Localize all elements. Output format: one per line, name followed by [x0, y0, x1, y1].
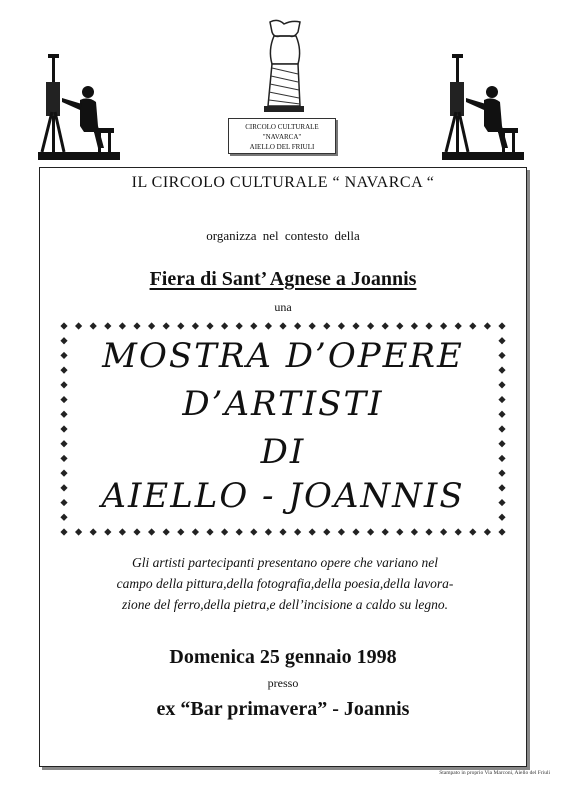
border-diamond — [469, 528, 476, 535]
mostra-line-1: MOSTRA D’OPERE — [102, 336, 464, 376]
border-diamond — [265, 322, 272, 329]
border-diamond — [411, 528, 418, 535]
border-diamond — [425, 322, 432, 329]
border-diamond — [352, 322, 359, 329]
border-diamond — [382, 528, 389, 535]
club-label-line3: AIELLO DEL FRIULI — [249, 143, 315, 151]
painter-at-easel-icon — [36, 52, 122, 162]
border-diamond — [367, 528, 374, 535]
border-diamond — [309, 322, 316, 329]
border-diamond — [192, 528, 199, 535]
border-diamond — [206, 322, 213, 329]
border-diamond — [279, 528, 286, 535]
border-diamond — [382, 322, 389, 329]
border-diamond — [367, 322, 374, 329]
border-diamond — [338, 322, 345, 329]
border-diamond — [294, 528, 301, 535]
border-diamond — [236, 528, 243, 535]
border-diamond — [455, 322, 462, 329]
una-text: una — [274, 300, 292, 314]
border-diamond — [192, 322, 199, 329]
border-diamond — [440, 528, 447, 535]
mostra-line-4: AIELLO - JOANNIS — [101, 476, 465, 516]
border-diamond — [250, 528, 257, 535]
border-diamond — [455, 528, 462, 535]
border-diamond — [133, 322, 140, 329]
border-diamond — [75, 528, 82, 535]
painter-at-easel-icon — [440, 52, 526, 162]
border-diamond — [440, 322, 447, 329]
border-diamond — [396, 322, 403, 329]
border-diamond — [236, 322, 243, 329]
border-diamond — [411, 322, 418, 329]
border-diamond — [309, 528, 316, 535]
border-diamond — [177, 322, 184, 329]
border-diamond — [221, 528, 228, 535]
presso-text: presso — [267, 676, 299, 690]
description-line3: zione del ferro,della pietra,e dell’incisione a caldo su legno. — [121, 597, 449, 612]
border-diamond — [133, 528, 140, 535]
border-diamond — [469, 322, 476, 329]
club-label-line2: "NAVARCA" — [262, 133, 302, 141]
description — [44, 552, 526, 615]
mostra-line-3: DI — [260, 432, 306, 472]
border-diamond — [250, 322, 257, 329]
description-line1: Gli artisti partecipanti presentano opere che variano nel — [131, 555, 439, 570]
border-diamond — [352, 528, 359, 535]
description-line2: campo della pittura,della fotografia,della poesia,della lavora- — [116, 576, 454, 591]
fiera-title-text: Fiera di Sant’ Agnese a Joannis — [149, 268, 417, 290]
printer-note: Stampato in proprio Via Marconi, Aiello del Friuli — [439, 770, 550, 776]
border-diamond — [425, 528, 432, 535]
border-diamond — [206, 528, 213, 535]
border-diamond — [498, 528, 505, 535]
border-diamond — [498, 322, 505, 329]
club-label-line1: CIRCOLO CULTURALE — [245, 123, 319, 131]
border-diamond — [119, 528, 126, 535]
border-diamond — [75, 322, 82, 329]
club-label-box — [228, 118, 336, 154]
border-diamond — [60, 528, 67, 535]
border-diamond — [323, 528, 330, 535]
border-diamond — [104, 528, 111, 535]
border-diamond — [338, 528, 345, 535]
border-diamond — [119, 322, 126, 329]
event-venue: ex “Bar primavera” - Joannis — [156, 698, 410, 720]
border-diamond — [90, 528, 97, 535]
border-diamond — [484, 528, 491, 535]
border-diamond — [279, 322, 286, 329]
fiera-title — [40, 268, 526, 291]
mostra-line-2: D’ARTISTI — [182, 384, 384, 424]
border-diamond — [221, 322, 228, 329]
headline: IL CIRCOLO CULTURALE “ NAVARCA “ — [131, 174, 435, 191]
event-date: Domenica 25 gennaio 1998 — [169, 646, 397, 668]
border-diamond — [148, 322, 155, 329]
border-diamond — [148, 528, 155, 535]
border-diamond — [484, 322, 491, 329]
border-diamond — [90, 322, 97, 329]
border-diamond — [163, 528, 170, 535]
border-diamond — [294, 322, 301, 329]
border-diamond — [104, 322, 111, 329]
border-diamond — [396, 528, 403, 535]
border-diamond — [265, 528, 272, 535]
border-diamond — [163, 322, 170, 329]
organizza-text: organizza nel contesto della — [206, 228, 360, 243]
border-diamond — [60, 322, 67, 329]
statue-torso-icon — [254, 16, 316, 116]
border-diamond — [177, 528, 184, 535]
border-diamond — [323, 322, 330, 329]
